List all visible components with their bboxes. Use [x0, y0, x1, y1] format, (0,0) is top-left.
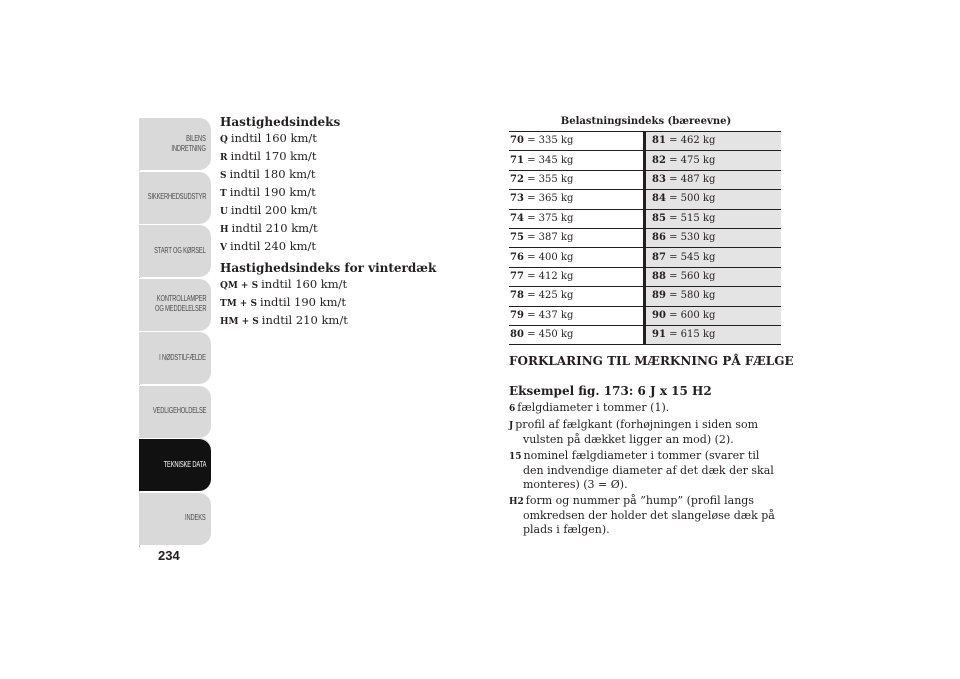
load-index-value: = 487 kg	[669, 173, 716, 185]
load-index-cell-right	[645, 151, 782, 170]
tab-sikkerhedsudstyr[interactable]	[139, 171, 211, 224]
speed-code: Q	[220, 135, 228, 145]
speed-text: indtil 240 km/t	[229, 239, 317, 253]
tab-kontrollamper[interactable]	[139, 278, 211, 331]
load-index-table	[509, 131, 781, 345]
rim-definition	[509, 449, 781, 492]
speed-text: indtil 180 km/t	[229, 167, 316, 181]
load-index-row	[509, 325, 781, 344]
speed-index-item	[220, 220, 480, 238]
load-index-code: 70	[510, 135, 524, 147]
winter-speed-index-heading: Hastighedsindeks for vinterdæk	[220, 261, 437, 275]
load-index-code: 82	[652, 154, 666, 166]
load-index-code: 75	[510, 232, 524, 244]
tab-label: START OG KØRSEL	[154, 245, 206, 255]
rim-definition	[509, 494, 781, 537]
load-index-value: = 615 kg	[669, 329, 716, 341]
speed-index-section	[220, 114, 480, 330]
load-index-cell-right	[645, 228, 782, 247]
load-index-row	[509, 228, 781, 247]
load-index-cell-left	[509, 325, 645, 344]
load-index-value: = 375 kg	[527, 212, 574, 224]
speed-code: U	[220, 207, 228, 217]
winter-code: TM + S	[220, 299, 257, 309]
rim-example-heading: Eksempel fig. 173: 6 J x 15 H2	[509, 384, 712, 398]
rim-marking-section	[509, 353, 794, 539]
winter-code: QM + S	[220, 281, 259, 291]
load-index-code: 74	[510, 212, 524, 224]
speed-code: H	[220, 225, 229, 235]
load-index-value: = 475 kg	[669, 154, 716, 166]
load-index-cell-left	[509, 151, 645, 170]
load-index-value: = 365 kg	[527, 193, 574, 205]
rim-text: nominel fælgdiameter i tommer (svarer til den indvendige diameter af det dæk der skal monteres) (3 = Ø).	[523, 449, 774, 491]
load-index-code: 81	[652, 135, 666, 147]
load-index-value: = 412 kg	[527, 270, 574, 282]
load-index-value: = 560 kg	[669, 270, 716, 282]
load-index-cell-left	[509, 170, 645, 189]
load-index-row	[509, 306, 781, 325]
load-index-value: = 545 kg	[669, 251, 716, 263]
load-index-value: = 335 kg	[527, 135, 574, 147]
speed-index-item	[220, 148, 480, 166]
load-index-code: 83	[652, 173, 666, 185]
load-index-cell-left	[509, 248, 645, 267]
load-index-cell-right	[645, 132, 782, 151]
load-index-cell-left	[509, 267, 645, 286]
page-number: 234	[158, 548, 180, 563]
load-index-cell-left	[509, 306, 645, 325]
speed-code: R	[220, 153, 228, 163]
speed-index-item	[220, 202, 480, 220]
speed-text: indtil 200 km/t	[230, 203, 317, 217]
load-index-body	[509, 132, 781, 345]
rim-code: H2	[509, 497, 524, 507]
tab-i-nodstilfaelde[interactable]	[139, 331, 211, 384]
winter-index-item	[220, 294, 480, 312]
load-index-cell-right	[645, 306, 782, 325]
tab-label: BILENS INDRETNING	[171, 133, 206, 153]
rim-code: 15	[509, 452, 522, 462]
load-index-row	[509, 287, 781, 306]
rim-definition	[509, 401, 781, 416]
load-index-code: 80	[510, 329, 524, 341]
load-index-code: 85	[652, 212, 666, 224]
load-index-cell-right	[645, 248, 782, 267]
rim-definition	[509, 418, 781, 447]
load-index-row	[509, 209, 781, 228]
load-index-cell-left	[509, 209, 645, 228]
load-index-code: 88	[652, 270, 666, 282]
load-index-value: = 600 kg	[669, 309, 716, 321]
tab-label: TEKNISKE DATA	[163, 459, 206, 469]
load-index-code: 84	[652, 193, 666, 205]
load-index-value: = 400 kg	[527, 251, 574, 263]
speed-index-item	[220, 166, 480, 184]
tab-indeks[interactable]	[139, 492, 211, 545]
load-index-code: 76	[510, 251, 524, 263]
load-index-value: = 500 kg	[669, 193, 716, 205]
load-index-cell-left	[509, 287, 645, 306]
winter-index-item	[220, 276, 480, 294]
tab-label: INDEKS	[185, 513, 206, 522]
speed-text: indtil 170 km/t	[230, 149, 317, 163]
load-index-cell-left	[509, 228, 645, 247]
load-index-row	[509, 190, 781, 209]
tab-start-og-korsel[interactable]	[139, 224, 211, 277]
load-index-code: 86	[652, 232, 666, 244]
tab-label: I NØDSTILFÆLDE	[159, 352, 206, 362]
load-index-cell-right	[645, 170, 782, 189]
speed-code: T	[220, 189, 227, 199]
speed-text: indtil 160 km/t	[230, 131, 317, 145]
load-index-cell-left	[509, 132, 645, 151]
rim-text: profil af fælgkant (forhøjningen i siden som vulsten på dækket ligger an mod) (2).	[515, 418, 759, 446]
speed-text: indtil 210 km/t	[231, 221, 318, 235]
rim-marking-title: FORKLARING TIL MÆRKNING PÅ FÆLGE	[509, 354, 794, 368]
speed-index-heading: Hastighedsindeks	[220, 115, 341, 129]
rim-code: J	[509, 421, 514, 431]
rim-text: form og nummer på ”hump” (profil langs omkredsen der holder det slangeløse dæk på plads i fælgen).	[523, 494, 775, 536]
load-index-row	[509, 248, 781, 267]
chapter-sidebar	[139, 117, 211, 545]
load-index-code: 77	[510, 270, 524, 282]
rim-text: fælgdiameter i tommer (1).	[517, 401, 670, 414]
load-index-value: = 450 kg	[527, 329, 574, 341]
tab-label: VEDLIGEHOLDELSE	[152, 406, 206, 415]
rim-code: 6	[509, 404, 516, 414]
speed-text: indtil 190 km/t	[229, 185, 316, 199]
load-index-cell-right	[645, 267, 782, 286]
load-index-code: 87	[652, 251, 666, 263]
load-index-value: = 462 kg	[669, 135, 716, 147]
load-index-cell-right	[645, 325, 782, 344]
load-index-cell-right	[645, 190, 782, 209]
load-index-row	[509, 267, 781, 286]
winter-code: HM + S	[220, 317, 259, 327]
load-index-code: 91	[652, 329, 666, 341]
load-index-code: 89	[652, 290, 666, 302]
load-index-cell-right	[645, 209, 782, 228]
load-index-value: = 530 kg	[669, 232, 716, 244]
load-index-title: Belastningsindeks (bæreevne)	[560, 116, 732, 127]
tab-label: SIKKERHEDSUDSTYR	[147, 192, 206, 201]
speed-index-item	[220, 184, 480, 202]
load-index-value: = 437 kg	[527, 309, 574, 321]
load-index-value: = 355 kg	[527, 173, 574, 185]
speed-index-item	[220, 130, 480, 148]
winter-text: indtil 160 km/t	[261, 277, 348, 291]
load-index-row	[509, 170, 781, 189]
load-index-cell-left	[509, 190, 645, 209]
winter-index-item	[220, 312, 480, 330]
load-index-value: = 345 kg	[527, 154, 574, 166]
load-index-code: 79	[510, 309, 524, 321]
load-index-code: 71	[510, 154, 524, 166]
tab-label: KONTROLLAMPER OG MEDDELELSER	[154, 294, 206, 313]
load-index-code: 90	[652, 309, 666, 321]
tab-bilens-indretning[interactable]	[139, 117, 211, 170]
load-index-code: 72	[510, 173, 524, 185]
tab-vedligeholdelse[interactable]	[139, 385, 211, 438]
load-index-value: = 387 kg	[527, 232, 574, 244]
load-index-cell-right	[645, 287, 782, 306]
tab-tekniske-data[interactable]	[139, 438, 211, 491]
load-index-code: 78	[510, 290, 524, 302]
load-index-value: = 515 kg	[669, 212, 716, 224]
load-index-value: = 580 kg	[669, 290, 716, 302]
speed-code: S	[220, 171, 227, 181]
winter-text: indtil 190 km/t	[259, 295, 347, 309]
speed-index-item	[220, 238, 480, 256]
speed-code: V	[220, 243, 227, 253]
load-index-value: = 425 kg	[527, 290, 574, 302]
load-index-section	[509, 115, 781, 345]
load-index-row	[509, 132, 781, 151]
load-index-row	[509, 151, 781, 170]
winter-text: indtil 210 km/t	[261, 313, 348, 327]
load-index-code: 73	[510, 193, 524, 205]
